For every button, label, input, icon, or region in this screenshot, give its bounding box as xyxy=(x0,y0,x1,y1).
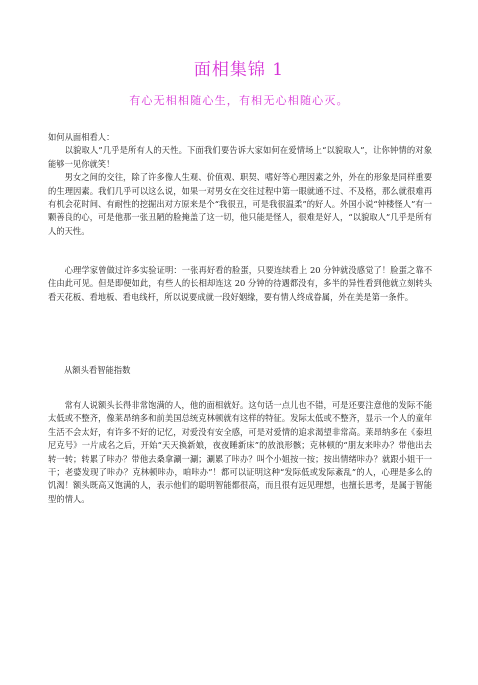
section-how-to-judge xyxy=(48,131,432,238)
section-forehead xyxy=(48,399,432,506)
section-heading-forehead: 从额头看智能指数 xyxy=(64,365,131,375)
paragraph: 常有人说额头长得非常饱满的人，他的面相就好。这句话一点儿也不错，可是还要注意他的发际不能太低或不整齐，像莱昂纳多和前美国总统克林顿就有这样的特征。发际太低或不整齐，显示一个人的童年生活不会太好，有许多不好的记忆，对爱没有安全感，可是对爱情的追求渴望非常高。莱昂纳多在《泰坦尼克号》一片成名之后，开始“天天换新娘，夜夜睡新床”的放浪形骸；克林顿的“朋友来咔办？带他出去转一转；转累了咔办？带他去桑拿涮一涮；涮累了咔办？叫个小姐按一按；按出情绪咔办？就跟小姐干一干；老婆发现了咔办？克林顿咔办，咱咔办”！都可以证明这种“发际低或发际紊乱”的人，心理是多么的饥渴！额头既高又饱满的人，表示他们的聪明智能都很高，而且很有远见理想，也擅长思考，是属于智能型的情人。 xyxy=(48,400,432,504)
section-heading: 如何从面相看人： xyxy=(48,132,115,142)
document-title: 面相集锦 1 xyxy=(193,60,285,80)
document-subtitle: 有心无相相随心生，有相无心相随心灭。 xyxy=(129,94,349,107)
paragraph: 男女之间的交往，除了许多像人生观、价值观、职契、嗜好等心理因素之外，外在的形象是同样重要的生理因素。我们几乎可以这么说，如果一对男女在交往过程中第一眼就通不过、不及格，那么就很难再有机会花时间、有耐性的挖掘出对方原来是个“我很丑，可是我很温柔”的好人。外国小说“钟楼怪人”有一颗善良的心，可是他那一张丑陋的脸掩盖了这一切，他只能是怪人，很难是好人，“以貌取人”几乎是所有人的天性。 xyxy=(48,172,432,236)
paragraph: 以貌取人”几乎是所有人的天性。下面我们要告诉大家如何在爱情场上“以貌取人”，让你钟情的对象能够一见你就笑！ xyxy=(48,145,432,169)
paragraph: 心理学家曾做过许多实验证明：一张再好看的脸蛋，只要连续看上 20 分钟就没感觉了！脸蛋之靠不住由此可见。但是即便如此，有些人的长相却连这 20 分钟的待遇都没有，多半的异性看到他就立刻转头看天花板、看地板、看电线杆，所以说要成就一段好姻缘，要有情人终成眷属，外在美是第一条件。 xyxy=(48,265,432,302)
section-psychology xyxy=(48,264,432,304)
